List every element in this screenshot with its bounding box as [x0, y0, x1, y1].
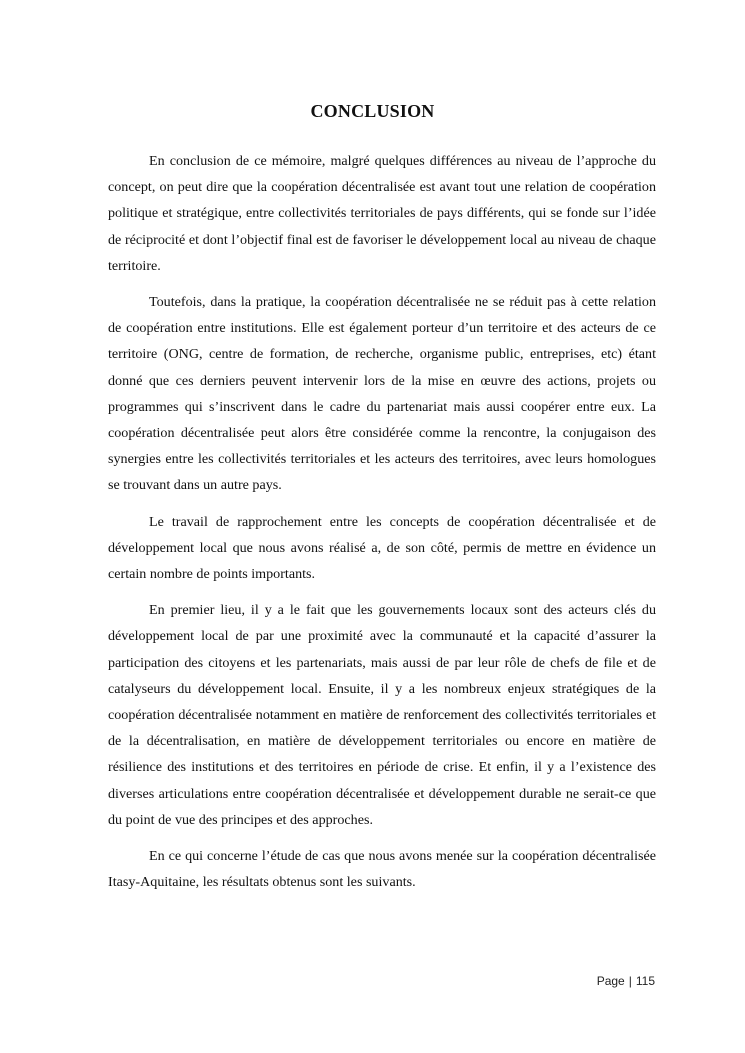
page-separator: |	[628, 974, 632, 988]
paragraph-5: En ce qui concerne l’étude de cas que nous avons menée sur la coopération décentralisée Itasy-Aquitaine, les résultats obtenus sont les suivants.	[108, 848, 656, 891]
page-label: Page	[596, 974, 625, 988]
paragraph-3: Le travail de rapprochement entre les concepts de coopération décentralisée et de développement local que nous avons réalisé a, de son côté, permis de mettre en évidence un certain nombre de points importants.	[108, 513, 656, 583]
paragraph-2: Toutefois, dans la pratique, la coopération décentralisée ne se réduit pas à cette relation de coopération entre institutions. Elle est également porteur d’un territoire et des acteurs de ce territoire (ONG, centre de formation, de recherche, organisme public, entreprises, etc) étant donné que ces derniers peuvent intervenir lors de la mise en œuvre des actions, projets ou programmes qui s’inscrivent dans le cadre du partenariat mais aussi coopérer entre eux. La coopération décentralisée peut alors être considérée comme la rencontre, la conjugaison des synergies entre les collectivités territoriales et les acteurs des territoires, avec leurs homologues se trouvant dans un autre pays.	[108, 294, 656, 494]
paragraph-4: En premier lieu, il y a le fait que les gouvernements locaux sont des acteurs clés du développement local de par une proximité avec la communauté et la capacité d’assurer la participation des citoyens et les partenariats, mais aussi de par leur rôle de chefs de file et de catalyseurs du développement local. Ensuite, il y a les nombreux enjeux stratégiques de la coopération décentralisée notamment en matière de renforcement des collectivités territoriales et de la décentralisation, en matière de développement territoriales ou encore en matière de résilience des institutions et des territoires en période de crise. Et enfin, il y a l’existence des diverses articulations entre coopération décentralisée et développement durable ne serait-ce que du point de vue des principes et des approches.	[108, 602, 656, 828]
page-title: CONCLUSION	[310, 101, 435, 122]
document-body	[108, 148, 656, 905]
page-number: 115	[635, 974, 655, 988]
page-footer	[597, 974, 655, 988]
paragraph-1: En conclusion de ce mémoire, malgré quelques différences au niveau de l’approche du concept, on peut dire que la coopération décentralisée est avant tout une relation de coopération politique et stratégique, entre collectivités territoriales de pays différents, qui se fonde sur l’idée de réciprocité et dont l’objectif final est de favoriser le développement local au niveau de chaque territoire.	[108, 153, 656, 274]
